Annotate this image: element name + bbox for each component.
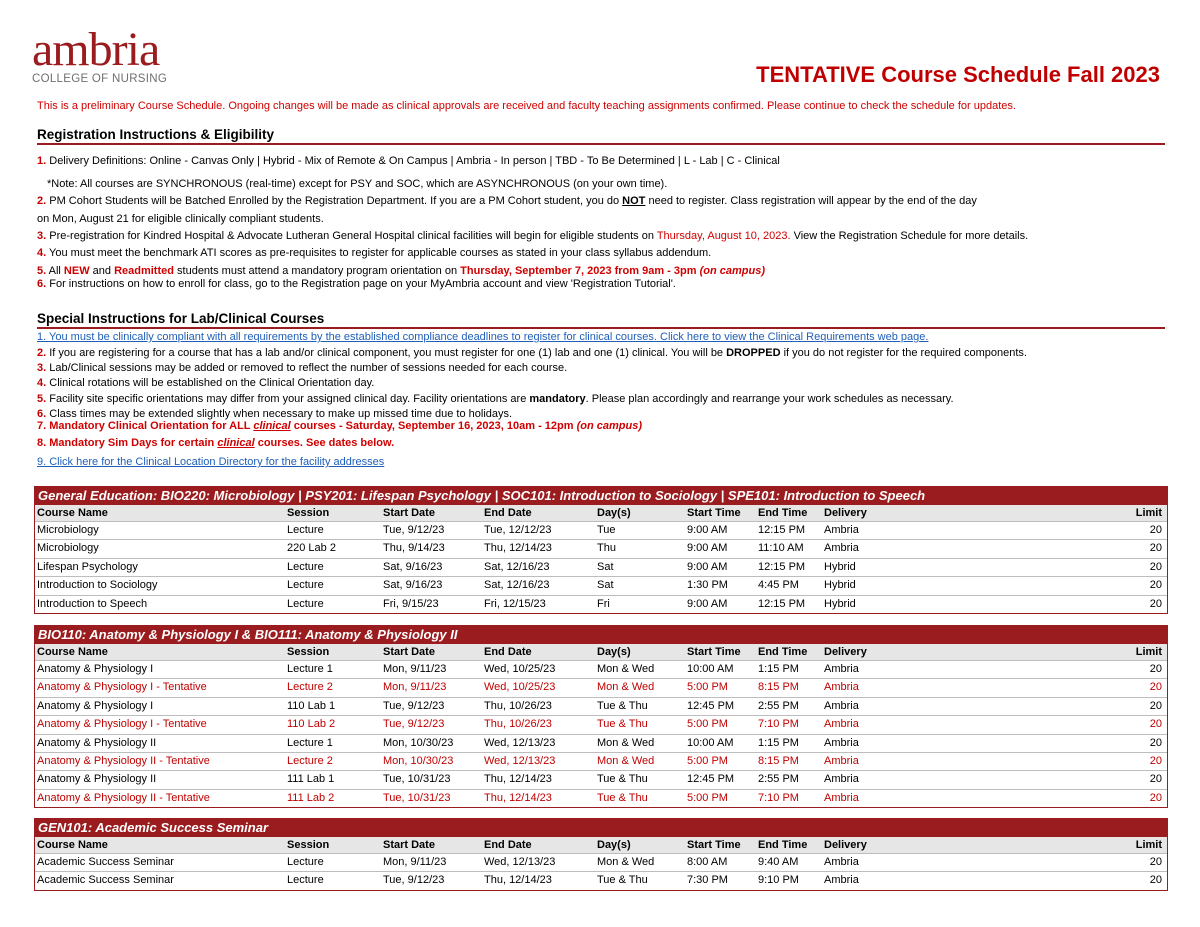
registration-item-4 (37, 247, 711, 259)
document-title: TENTATIVE Course Schedule Fall 2023 (756, 62, 1160, 87)
column-header: Start Date (383, 839, 435, 851)
table-cell: 110 Lab 1 (287, 699, 336, 712)
table-cell: Mon, 10/30/23 (383, 736, 454, 749)
table-cell: Hybrid (824, 560, 856, 573)
table-cell: Lecture (287, 874, 324, 887)
column-header: End Time (758, 507, 808, 519)
item-number: 3. (37, 230, 47, 242)
table-row (35, 576, 1167, 594)
column-header: Delivery (824, 646, 867, 658)
table-cell: 8:00 AM (687, 856, 728, 868)
table-cell: Lecture 2 (287, 754, 333, 767)
item-number: 6. (37, 278, 47, 290)
registration-item-2 (37, 195, 977, 207)
table-cell: Mon & Wed (597, 754, 655, 767)
table-cell: 2:55 PM (758, 773, 799, 786)
table-cell: 1:15 PM (758, 663, 799, 675)
table-cell: 12:15 PM (758, 597, 806, 610)
table-cell: 20 (1149, 718, 1162, 731)
item-text: Lab/Clinical sessions may be added or removed to reflect the number of sessions needed for each course. (46, 362, 568, 374)
table-cell: 12:45 PM (687, 699, 735, 712)
table-cell: Fri (597, 597, 610, 610)
item-text: Facility site specific orientations may differ from your assigned clinical day. Facility orientations are (46, 393, 530, 405)
table-cell: Sat (597, 560, 614, 573)
table-cell: Tue, 10/31/23 (383, 773, 451, 786)
table-cell: Tue (597, 524, 616, 536)
column-header: End Date (484, 646, 532, 658)
item-text: PM Cohort Students will be Batched Enrolled by the Registration Department. If you are a PM Cohort student, you do (46, 195, 623, 207)
item-text: courses - Saturday, September 16, 2023, 10am - 12pm (290, 420, 574, 432)
table-cell: Thu, 9/14/23 (383, 542, 445, 555)
table-cell: Thu, 10/26/23 (484, 718, 552, 731)
table-cell: 10:00 AM (687, 736, 734, 749)
table-cell: Mon & Wed (597, 856, 655, 868)
column-header: Delivery (824, 507, 867, 519)
table-cell: Mon, 9/11/23 (383, 856, 447, 868)
table-cell: Introduction to Speech (37, 597, 148, 610)
table-cell: Sat, 12/16/23 (484, 579, 550, 592)
item-number: 2. (37, 347, 47, 359)
table-cell: Ambria (824, 874, 859, 887)
item-text: If you are registering for a course that has a lab and/or clinical component, you must register for one (1) lab and one (1) clinical. You will be (46, 347, 727, 359)
table-row (35, 558, 1167, 576)
table-cell: 220 Lab 2 (287, 542, 336, 555)
item-text: Pre-registration for Kindred Hospital & Advocate Lutheran General Hospital clinical facilities will begin for eligible students on (46, 230, 657, 242)
table-cell: Lecture (287, 560, 324, 573)
table-cell: 9:00 AM (687, 597, 728, 610)
item-number: 2. (37, 195, 47, 207)
table-cell: Microbiology (37, 542, 99, 555)
table-cell: Tue, 9/12/23 (383, 718, 445, 731)
table-cell: 20 (1149, 699, 1162, 712)
table-row (35, 595, 1167, 613)
table-cell: 20 (1149, 681, 1162, 694)
table-row (35, 660, 1167, 678)
column-header: Start Time (687, 839, 741, 851)
table-cell: Tue & Thu (597, 699, 648, 712)
table-cell: Mon, 9/11/23 (383, 681, 447, 694)
table-cell: Hybrid (824, 597, 856, 610)
table-cell: 20 (1149, 856, 1162, 868)
table-cell: Lecture (287, 597, 324, 610)
table-cell: Thu, 12/14/23 (484, 874, 552, 887)
table-cell: Thu, 10/26/23 (484, 699, 552, 712)
dropped-emphasis: DROPPED (726, 347, 781, 359)
item-number: 3. (37, 362, 47, 374)
table-cell: Fri, 12/15/23 (484, 597, 546, 610)
mandatory-emphasis: mandatory (529, 393, 586, 405)
readmitted-label: Readmitted (114, 265, 174, 277)
item-text: Class times may be extended slightly when necessary to make up missed time due to holidays. (46, 408, 513, 420)
clinical-directory-link[interactable]: 9. Click here for the Clinical Location Directory for the facility addresses (37, 456, 385, 468)
table-cell: 20 (1149, 773, 1162, 786)
table-cell: Academic Success Seminar (37, 874, 174, 887)
table-cell: Ambria (824, 856, 859, 868)
on-campus-label: (on campus) (573, 420, 642, 432)
item-number: 6. (37, 408, 47, 420)
table-cell: 4:45 PM (758, 579, 799, 592)
table-cell: 1:15 PM (758, 736, 799, 749)
table-title: GEN101: Academic Success Seminar (35, 819, 1167, 837)
item-number: 5. (37, 393, 47, 405)
column-header: Session (287, 646, 330, 658)
table-cell: 5:00 PM (687, 718, 728, 731)
table-cell: Ambria (824, 718, 859, 731)
table-cell: 20 (1149, 560, 1162, 573)
table-cell: 12:45 PM (687, 773, 735, 786)
table-cell: 1:30 PM (687, 579, 728, 592)
table-cell: Thu, 12/14/23 (484, 542, 552, 555)
table-cell: Wed, 12/13/23 (484, 754, 556, 767)
table-cell: Wed, 12/13/23 (484, 856, 556, 868)
column-header: Limit (1135, 839, 1162, 851)
column-header: End Date (484, 507, 532, 519)
table-cell: 7:10 PM (758, 791, 799, 804)
table-cell: Tue & Thu (597, 718, 648, 731)
schedule-table-anatomy-physiology (34, 625, 1168, 808)
column-header: Course Name (37, 646, 108, 658)
registration-item-5 (37, 265, 765, 277)
table-cell: 12:15 PM (758, 560, 806, 573)
table-cell: Ambria (824, 736, 859, 749)
table-row (35, 853, 1167, 871)
column-header: Day(s) (597, 646, 631, 658)
schedule-table-general-education (34, 486, 1168, 614)
table-cell: 8:15 PM (758, 681, 799, 694)
table-cell: 9:10 PM (758, 874, 799, 887)
table-cell: 10:00 AM (687, 663, 734, 675)
table-cell: Lecture (287, 524, 324, 536)
column-header: Course Name (37, 507, 108, 519)
table-cell: Microbiology (37, 524, 99, 536)
table-row (35, 770, 1167, 788)
table-cell: Wed, 10/25/23 (484, 681, 556, 694)
item-text: 7. Mandatory Clinical Orientation for ALL (37, 420, 254, 432)
special-item-4 (37, 377, 374, 389)
table-cell: Lecture 2 (287, 681, 333, 694)
table-cell: Lecture 1 (287, 736, 333, 749)
table-cell: Tue, 12/12/23 (484, 524, 552, 536)
table-cell: 20 (1149, 597, 1162, 610)
table-cell: 20 (1149, 736, 1162, 749)
table-cell: 9:00 AM (687, 542, 728, 555)
table-cell: Mon & Wed (597, 681, 655, 694)
table-cell: Tue, 9/12/23 (383, 874, 445, 887)
table-cell: Sat, 9/16/23 (383, 560, 443, 573)
table-cell: Anatomy & Physiology II - Tentative (37, 791, 210, 804)
logo-wordmark: ambria (32, 23, 160, 76)
table-cell: 12:15 PM (758, 524, 806, 536)
table-cell: Tue, 9/12/23 (383, 699, 445, 712)
table-cell: Sat, 12/16/23 (484, 560, 550, 573)
table-cell: Anatomy & Physiology I - Tentative (37, 681, 207, 694)
table-cell: Wed, 12/13/23 (484, 736, 556, 749)
column-header: Limit (1135, 507, 1162, 519)
special-heading: Special Instructions for Lab/Clinical Courses (37, 311, 1165, 329)
table-cell: Tue & Thu (597, 773, 648, 786)
item-number: 4. (37, 377, 47, 389)
table-cell: Thu, 12/14/23 (484, 773, 552, 786)
table-title: General Education: BIO220: Microbiology | PSY201: Lifespan Psychology | SOC101: Introduction to Sociology | SPE101: Introduction to Speech (35, 487, 1167, 505)
registration-item-6 (37, 278, 676, 290)
table-cell: 20 (1149, 663, 1162, 675)
table-cell: 5:00 PM (687, 791, 728, 804)
table-row (35, 752, 1167, 770)
registration-note: *Note: All courses are SYNCHRONOUS (real-time) except for PSY and SOC, which are ASYNCHRONOUS (on your own time). (47, 178, 668, 190)
table-cell: 111 Lab 2 (287, 791, 335, 804)
table-cell: Ambria (824, 699, 859, 712)
table-cell: Hybrid (824, 579, 856, 592)
table-row (35, 715, 1167, 733)
column-header: Limit (1135, 646, 1162, 658)
clinical-emphasis: clinical (253, 420, 291, 432)
table-cell: Wed, 10/25/23 (484, 663, 556, 675)
item-text: View the Registration Schedule for more details. (790, 230, 1029, 242)
table-cell: Lecture 1 (287, 663, 333, 675)
table-cell: 5:00 PM (687, 754, 728, 767)
table-cell: Introduction to Sociology (37, 579, 158, 592)
table-cell: 7:10 PM (758, 718, 799, 731)
table-cell: Anatomy & Physiology I (37, 699, 154, 712)
clinical-requirements-link[interactable]: 1. You must be clinically compliant with all requirements by the established compliance deadlines to register for clinical courses. Click here to view the Clinical Requirements web page. (37, 331, 929, 343)
item-text: Clinical rotations will be established on the Clinical Orientation day. (46, 377, 375, 389)
column-header: Day(s) (597, 839, 631, 851)
table-cell: Ambria (824, 681, 859, 694)
column-header: Course Name (37, 839, 108, 851)
column-header: Start Date (383, 507, 435, 519)
table-row (35, 697, 1167, 715)
table-cell: Tue & Thu (597, 874, 648, 887)
table-cell: 110 Lab 2 (287, 718, 336, 731)
item-text: For instructions on how to enroll for class, go to the Registration page on your MyAmbria account and view 'Registration Tutorial'. (46, 278, 676, 290)
item-text: and (89, 265, 115, 277)
table-row (35, 871, 1167, 889)
column-header: Session (287, 507, 330, 519)
table-cell: 20 (1149, 791, 1162, 804)
orientation-date: Thursday, September 7, 2023 from 9am - 3pm (460, 265, 697, 277)
table-cell: 20 (1149, 579, 1162, 592)
table-cell: 9:40 AM (758, 856, 799, 868)
table-header-row (35, 505, 1167, 521)
table-cell: 2:55 PM (758, 699, 799, 712)
item-number: 1. (37, 155, 47, 167)
special-item-5 (37, 393, 954, 405)
table-header-row (35, 837, 1167, 853)
special-item-2 (37, 347, 1027, 359)
column-header: Start Time (687, 507, 741, 519)
item-text: 8. Mandatory Sim Days for certain (37, 437, 218, 449)
registration-item-1 (37, 155, 780, 167)
special-item-6 (37, 408, 512, 420)
new-label: NEW (63, 265, 90, 277)
table-cell: Ambria (824, 542, 859, 555)
column-header: End Time (758, 839, 808, 851)
table-cell: Tue, 9/12/23 (383, 524, 445, 536)
table-cell: Anatomy & Physiology II (37, 736, 157, 749)
table-cell: Sat, 9/16/23 (383, 579, 443, 592)
table-cell: Ambria (824, 754, 859, 767)
registration-item-2-cont: on Mon, August 21 for eligible clinically compliant students. (37, 213, 324, 225)
column-header: Start Date (383, 646, 435, 658)
table-cell: Thu (597, 542, 616, 555)
registration-heading: Registration Instructions & Eligibility (37, 127, 1165, 145)
table-cell: Ambria (824, 663, 859, 675)
table-cell: Sat (597, 579, 614, 592)
table-row (35, 789, 1167, 807)
table-cell: Mon, 10/30/23 (383, 754, 454, 767)
table-cell: Mon & Wed (597, 736, 655, 749)
table-cell: Ambria (824, 524, 859, 536)
item-text: You must meet the benchmark ATI scores as pre-requisites to register for applicable courses as stated in your class syllabus addendum. (46, 247, 712, 259)
table-cell: Fri, 9/15/23 (383, 597, 439, 610)
table-cell: Tue & Thu (597, 791, 648, 804)
column-header: End Time (758, 646, 808, 658)
table-cell: Lifespan Psychology (37, 560, 138, 573)
table-cell: 20 (1149, 754, 1162, 767)
table-cell: Mon & Wed (597, 663, 655, 675)
table-cell: 7:30 PM (687, 874, 728, 887)
table-title: BIO110: Anatomy & Physiology I & BIO111: Anatomy & Physiology II (35, 626, 1167, 644)
preliminary-notice: This is a preliminary Course Schedule. Ongoing changes will be made as clinical approvals are received and faculty teaching assignments confirmed. Please continue to check the schedule for updates. (37, 100, 1016, 112)
item-text: . Please plan accordingly and rearrange your work schedules as necessary. (585, 393, 954, 405)
registration-item-3 (37, 230, 1028, 242)
table-cell: 20 (1149, 874, 1162, 887)
item-number: 5. (37, 265, 47, 277)
item-text: Delivery Definitions: Online - Canvas Only | Hybrid - Mix of Remote & On Campus | Ambria - In person | TBD - To Be Determined | L - Lab | C - Clinical (46, 155, 780, 167)
item-number: 4. (37, 247, 47, 259)
special-item-7 (37, 420, 642, 432)
on-campus-label: (on campus) (696, 265, 765, 277)
column-header: Start Time (687, 646, 741, 658)
table-cell: Anatomy & Physiology II - Tentative (37, 754, 210, 767)
table-cell: Ambria (824, 791, 859, 804)
logo-subtitle: COLLEGE OF NURSING (32, 73, 168, 85)
special-item-8 (37, 437, 394, 449)
table-row (35, 678, 1167, 696)
table-cell: Ambria (824, 773, 859, 786)
table-cell: Mon, 9/11/23 (383, 663, 447, 675)
table-cell: Lecture (287, 856, 324, 868)
not-emphasis: NOT (622, 195, 646, 207)
table-cell: 20 (1149, 524, 1162, 536)
item-text: if you do not register for the required components. (780, 347, 1027, 359)
item-text: All (46, 265, 64, 277)
table-cell: 5:00 PM (687, 681, 728, 694)
table-cell: Anatomy & Physiology I - Tentative (37, 718, 207, 731)
column-header: End Date (484, 839, 532, 851)
college-logo (32, 23, 182, 85)
table-cell: 9:00 AM (687, 524, 728, 536)
clinical-emphasis: clinical (217, 437, 255, 449)
table-cell: Tue, 10/31/23 (383, 791, 451, 804)
table-row (35, 521, 1167, 539)
item-text: courses. See dates below. (254, 437, 395, 449)
table-cell: 11:10 AM (758, 542, 804, 555)
column-header: Session (287, 839, 330, 851)
table-cell: Academic Success Seminar (37, 856, 174, 868)
special-item-3 (37, 362, 567, 374)
column-header: Delivery (824, 839, 867, 851)
schedule-table-academic-success (34, 818, 1168, 891)
table-header-row (35, 644, 1167, 660)
column-header: Day(s) (597, 507, 631, 519)
table-cell: 8:15 PM (758, 754, 799, 767)
table-cell: Lecture (287, 579, 324, 592)
table-cell: 20 (1149, 542, 1162, 555)
table-cell: Anatomy & Physiology I (37, 663, 154, 675)
table-row (35, 734, 1167, 752)
table-cell: Anatomy & Physiology II (37, 773, 157, 786)
table-row (35, 539, 1167, 557)
item-text: students must attend a mandatory program orientation on (173, 265, 461, 277)
item-text: need to register. Class registration will appear by the end of the day (645, 195, 977, 207)
table-cell: Thu, 12/14/23 (484, 791, 552, 804)
preregistration-date: Thursday, August 10, 2023. (656, 230, 791, 242)
table-cell: 9:00 AM (687, 560, 728, 573)
table-cell: 111 Lab 1 (287, 773, 335, 786)
